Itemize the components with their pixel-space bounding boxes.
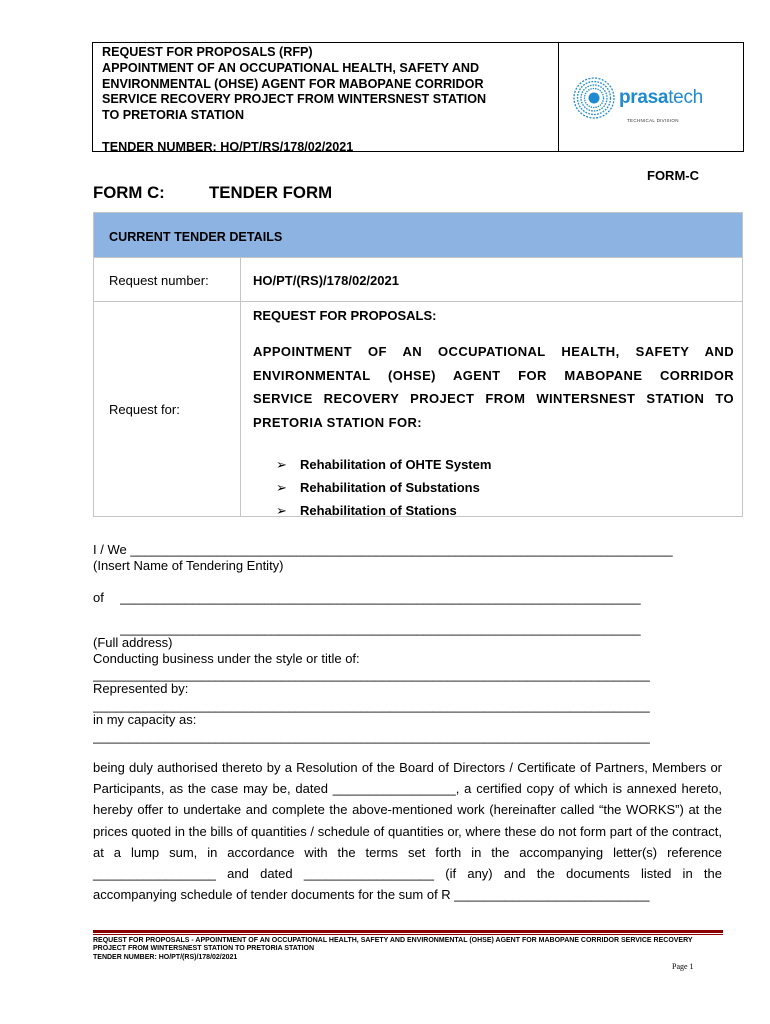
rfp-line: APPOINTMENT OF AN OCCUPATIONAL HEALTH, SAFETY AND	[253, 344, 734, 359]
rfp-line: SERVICE RECOVERY PROJECT FROM WINTERSNEST STATION TO	[253, 391, 734, 406]
rfp-label: REQUEST FOR PROPOSALS:	[253, 308, 437, 323]
request-number-label: Request number:	[94, 258, 241, 301]
header-logo-cell	[559, 43, 743, 151]
scope-item: Rehabilitation of Substations	[300, 479, 480, 495]
form-heading	[93, 183, 332, 203]
arrow-bullet-icon: ➢	[276, 457, 287, 472]
tender-details-header: CURRENT TENDER DETAILS	[94, 213, 742, 258]
header-tender-number: TENDER NUMBER: HO/PT/RS/178/02/2021	[102, 139, 354, 154]
list-item	[276, 477, 734, 500]
header-title	[102, 45, 550, 124]
address-of-label: of	[93, 590, 104, 605]
capacity-field[interactable]: _____________________________________________________________________________	[93, 729, 650, 744]
footer-divider-thin	[93, 934, 723, 935]
address-field-line-1[interactable]: ________________________________________________________________________	[120, 590, 641, 605]
page-number: Page 1	[672, 962, 694, 971]
business-style-field[interactable]: _____________________________________________________________________________	[93, 667, 650, 682]
header-title-line: TO PRETORIA STATION	[102, 108, 245, 123]
capacity-label: in my capacity as:	[93, 712, 197, 727]
scope-list	[253, 454, 734, 522]
footer-divider	[93, 930, 723, 933]
request-number-value: HO/PT/(RS)/178/02/2021	[253, 273, 399, 288]
arrow-bullet-icon: ➢	[276, 502, 287, 518]
logo-subtitle: TECHNICAL DIVISION	[627, 118, 679, 123]
business-style-label: Conducting business under the style or title of:	[93, 651, 360, 666]
arrow-bullet-icon: ➢	[276, 479, 287, 495]
list-item	[276, 500, 734, 523]
form-code: FORM-C	[647, 168, 699, 183]
address-field-line-2[interactable]: ________________________________________________________________________	[120, 621, 641, 636]
request-for-row	[94, 302, 742, 516]
represented-by-label: Represented by:	[93, 681, 189, 696]
logo-wordmark-b: tech	[668, 87, 703, 108]
footer-tender-number: TENDER NUMBER: HO/PT/(RS)/178/02/2021	[93, 953, 238, 961]
header-title-line: REQUEST FOR PROPOSALS (RFP)	[102, 45, 313, 59]
list-item	[276, 454, 734, 477]
tenderer-name-field[interactable]: I / We ___________________________________________________________________________	[93, 542, 673, 557]
form-heading-title: TENDER FORM	[209, 183, 333, 202]
tender-details-table	[93, 212, 743, 517]
header-title-cell	[93, 43, 559, 154]
scope-item: Rehabilitation of OHTE System	[300, 457, 492, 472]
rfp-line: PRETORIA STATION FOR:	[253, 414, 422, 430]
header-title-line: SERVICE RECOVERY PROJECT FROM WINTERSNEST STATION	[102, 92, 487, 107]
represented-by-field[interactable]: _____________________________________________________________________________	[93, 698, 650, 713]
page-footer	[93, 937, 723, 962]
request-for-label	[94, 302, 241, 516]
form-heading-label: FORM C:	[93, 183, 165, 202]
address-hint: (Full address)	[93, 635, 173, 650]
scope-item: Rehabilitation of Stations	[300, 502, 457, 518]
footer-title: REQUEST FOR PROPOSALS - APPOINTMENT OF AN OCCUPATIONAL HEALTH, SAFETY AND ENVIRONMENTAL (OHSE) AGENT FOR MABOPANE CORRIDOR SERVICE RECOVERY PROJECT FROM WINTERSNEST STATION TO PRETORIA STATION	[93, 937, 693, 953]
document-header	[92, 42, 744, 152]
tenderer-name-hint: (Insert Name of Tendering Entity)	[93, 558, 284, 573]
request-for-value	[241, 302, 742, 516]
prasa-tech-logo-icon	[572, 76, 616, 120]
header-title-line: ENVIRONMENTAL (OHSE) AGENT FOR MABOPANE CORRIDOR	[102, 76, 484, 91]
header-title-line: APPOINTMENT OF AN OCCUPATIONAL HEALTH, SAFETY AND	[102, 60, 480, 75]
logo-wordmark	[619, 87, 703, 109]
logo-wordmark-a: prasa	[619, 87, 669, 108]
offer-paragraph: being duly authorised thereto by a Resolution of the Board of Directors / Certificate of Partners, Members or Participants, as the case may be, dated _________________, a certified copy of which is annexed hereto, hereby offer to undertake and complete the above-mentioned work (hereinafter called “the WORKS”) at the prices quoted in the bills of quantities / schedule of quantities or, where these do not form part of the contract, at a lump sum, in accordance with the terms set forth in the accompanying letter(s) reference _________________ and dated __________________ (if any) and the documents listed in the accompanying schedule of tender documents for the sum of R ___________________________	[93, 760, 722, 903]
rfp-line: ENVIRONMENTAL (OHSE) AGENT FOR MABOPANE CORRIDOR	[253, 367, 734, 383]
request-for-label-text: Request for:	[109, 401, 180, 417]
request-number-row	[94, 258, 742, 302]
